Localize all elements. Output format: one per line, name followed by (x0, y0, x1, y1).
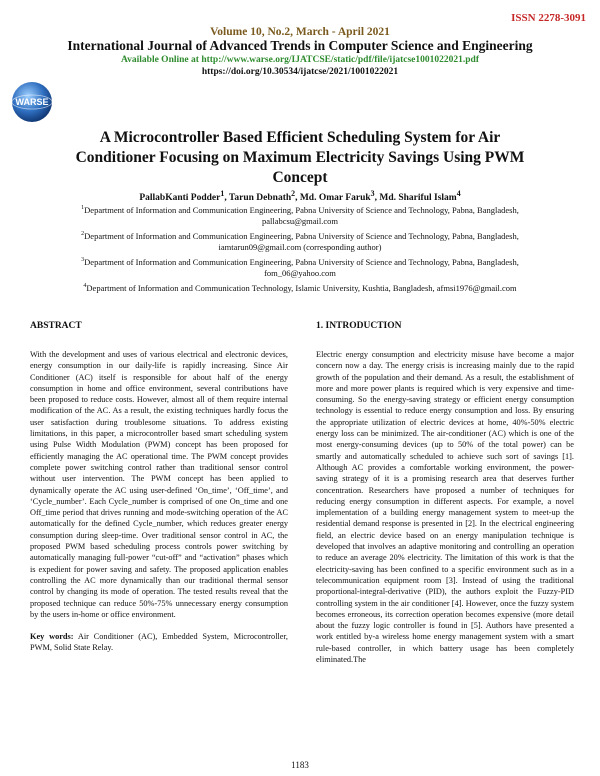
page-number: 1183 (291, 760, 309, 770)
journal-title: International Journal of Advanced Trends in Computer Science and Engineering (67, 38, 533, 53)
author-sup: 3 (370, 189, 375, 198)
affiliation-3: $^3$Department of Information and Communication Engineering, Pabna University of Science and Technology, Pabna, Bangladesh, fom_06@yahoo.com (81, 256, 519, 279)
abstract-heading: ABSTRACT (30, 321, 82, 331)
logo-text: WARSE (15, 97, 49, 107)
introduction-body: Electric energy consumption and electricity misuse have become a major concern now a day. The energy crisis is increasing mainly due to the rapid growth of the population and their demand. As a result, the establishment of more and more power plants is required which is very expensive and time-consuming. So the energy-saving strategy or efficient energy consumption technology is essential to reduce energy consumption and loss. By ensuring the appropriate utilization of electric devices at home, 40%-50% electric energy loss can be minimized. The air-conditioner (AC) which is one of the most energy-consuming devices (up to 50% of the total power) can be smartly and automatically scheduled to achieve such sort of savings [1]. Although AC provides a comfortable working environment, the power-saving strategy of it is a promising research area that deserves further concentration. Researchers have proposed a number of techniques for reducing energy consumption in different aspects. For example, a novel implementation of a building energy management system to meet-up the residential demand response is presented in [2]. In the electrical engineering field, an electric device based on an energy manipulation technique is developed that involves an adaptive monitoring and controlling an operation to reduce an average 20% electricity. The limitation of this work is that the electricity-saving has been confined to a specific environment such as in a telecommunication equipment room [3]. Instead of using the traditional proportional-integral-derivative (PID), the authors exploit the Fuzzy-PID controlling system in the air conditioner [4]. However, once the fuzzy system becomes erroneous, its correction operation becomes expensive (more detail about the fuzzy logic controller is found in [5]. Authors have presented a work entitled by-a wireless home energy management system with a smart rule-based controller, in which battery usage has been completely eliminated.The (316, 350, 574, 665)
keywords-label: Key words: (30, 632, 74, 642)
author-name: PallabKanti Podder (139, 193, 221, 204)
volume-line: Volume 10, No.2, March - April 2021 (210, 26, 390, 38)
introduction-heading: 1. INTRODUCTION (316, 321, 402, 331)
affiliation-2: $^2$Department of Information and Communication Engineering, Pabna University of Science and Technology, Pabna, Bangladesh, iamtarun09@gmail.com (corresponding author) (81, 230, 519, 253)
warse-logo (10, 80, 54, 124)
author-sup: 4 (456, 189, 461, 198)
author-name: Md. Omar Faruk (299, 193, 371, 204)
online-prefix: Available Online at (120, 55, 202, 65)
affiliation-4: $^4$Department of Information and Communication Technology, Islamic University, Kushtia, Bangladesh, afmsi1976@gmail.com (83, 282, 517, 293)
keywords-list: Air Conditioner (AC), Embedded System, Microcontroller, PWM, Solid State Relay. (30, 632, 288, 653)
issn-label: ISSN 2278-3091 (511, 12, 586, 24)
author-list: PallabKanti Podder$^1$, Tarun Debnath$^2$, Md. Omar Faruk$^3$, Md. Shariful Islam$^4$ (139, 189, 461, 204)
abstract-column (30, 349, 288, 654)
online-url-link[interactable]: http://www.warse.org/IJATCSE/static/pdf/file/ijatcse1001022021.pdf (201, 55, 480, 65)
author-sup: 2 (291, 189, 296, 198)
introduction-column (316, 349, 574, 665)
keywords (30, 631, 288, 654)
author-name: Tarun Debnath (228, 193, 292, 204)
paper-title: A Microcontroller Based Efficient Scheduling System for Air Conditioner Focusing on Maximum Electricity Savings Using PWM Concept (75, 129, 525, 186)
author-name: Md. Shariful Islam (379, 193, 457, 204)
affiliation-1: $^1$Department of Information and Communication Engineering, Pabna University of Science and Technology, Pabna, Bangladesh, pallabcsu@gmail.com (81, 204, 519, 227)
doi-link[interactable]: https://doi.org/10.30534/ijatcse/2021/1001022021 (201, 67, 399, 77)
abstract-body: With the development and uses of various electrical and electronic devices, energy consumption in our daily-life is rapidly increasing. Since Air Conditioner (AC) itself is responsible for about half of the energy consumption in home and office environment, several contributions have been proposed to reduce costs. However, almost all of them require internal modification of the AC. As a result, the existing techniques hardly focus the user satisfaction during troublesome situations. To address existing limitations, in this paper, a microcontroller based smart scheduling system using Pulse Width Modulation (PWM) concept has been proposed for efficiently managing the AC operational time. The PWM concept provides complete power switching control rather than traditional sensor control without user intervention. The PWM concept has been applied to dynamically operate the AC using user-defined ‘On_time’, ‘Off_time’, and ‘Cycle_number’. Each Cycle_number is comprised of one On_time and one Off_time period that drives running and mode-switching operation of the AC automatically for the defined Cycle_number, which reduces greater energy consumption during sleep-time. Over traditional sensor control in AC, the proposed PWM based scheduling process controls power switching by automatically managing full-power “cut-off” and “activation” phases which is expedient for power saving and safety. The proposed application enables controlling the AC more dynamically than our traditional thermal sensor control by changing its mode of operation. The tested results reveal that the proposed technique can reduce 50%-75% unnecessary energy consumption by the users in-home or office environment. (30, 350, 288, 619)
author-sup: 1 (220, 189, 225, 198)
online-availability (0, 55, 600, 65)
